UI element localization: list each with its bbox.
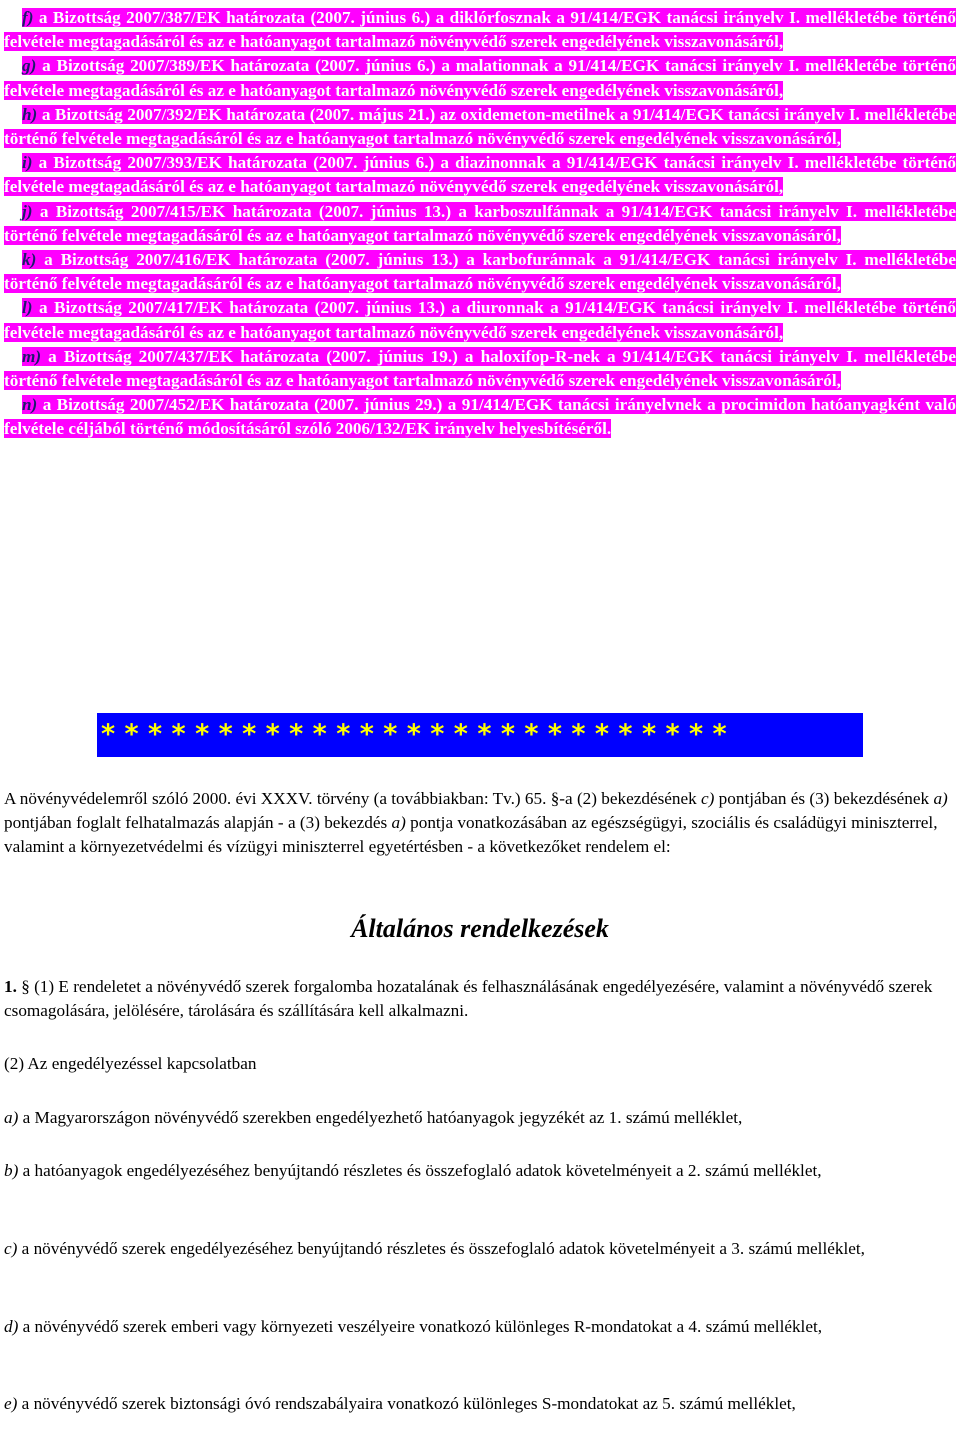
section-heading: Általános rendelkezések: [351, 914, 609, 943]
preamble-text-4: pontja vonatkozásában az egészségügyi, szociális és családügyi miniszterrel, valamint a környezetvédelmi és vízügyi miniszterrel egyetértésben - a következőket rendelem el:: [4, 813, 938, 857]
section-1-paragraph: [4, 975, 956, 1023]
preamble-point-a: a): [933, 789, 948, 808]
item-letter: e): [4, 1394, 18, 1413]
item-text: a hatóanyagok engedélyezéséhez benyújtandó részletes és összefoglaló adatok követelményeit a 2. számú melléklet,: [18, 1161, 822, 1180]
list-item-g: [4, 54, 956, 102]
preamble-text-1: A növényvédelemről szóló 2000. évi XXXV. törvény (a továbbiakban: Tv.) 65. §-a (2) bekezdésének: [4, 789, 702, 808]
star-separator-banner: [97, 713, 863, 757]
item-text: a Bizottság 2007/393/EK határozata (2007. június 6.) a diazinonnak a 91/414/EGK tanácsi irányelv I. mellékletébe történő felvétele megtagadásáról és az e hatóanyagot tartalmazó növényvédő szerek engedélyének visszavonásáról,: [4, 153, 956, 197]
annex-list-item-d: [4, 1315, 956, 1339]
item-letter: g): [22, 56, 37, 76]
item-letter: n): [22, 395, 38, 415]
highlighted-decision-list: [4, 6, 956, 442]
item-letter: b): [4, 1161, 19, 1180]
annex-list-item-e: [4, 1392, 956, 1416]
item-text: a Bizottság 2007/415/EK határozata (2007. június 13.) a karboszulfánnak a 91/414/EGK tanácsi irányelv I. mellékletébe történő felvétele megtagadásáról és az e hatóanyagot tartalmazó növényvédő szerek engedélyének visszavonásáról,: [4, 201, 956, 245]
item-text: a Magyarországon növényvédő szerekben engedélyezhető hatóanyagok jegyzékét az 1. számú melléklet,: [18, 1108, 743, 1127]
item-letter: j): [22, 201, 33, 221]
section-1: [4, 975, 956, 1023]
list-item-k: [4, 248, 956, 296]
annex-list-item-a: [4, 1106, 956, 1130]
list-item-h: [4, 103, 956, 151]
item-letter: k): [22, 250, 37, 270]
item-letter: f): [22, 8, 34, 27]
item-text: a Bizottság 2007/452/EK határozata (2007. június 29.) a 91/414/EGK tanácsi irányelvnek a procimidon hatóanyagként való felvétele céljából történő módosításáról szóló 2006/132/EK irányelv helyesbítéséről.: [4, 395, 956, 439]
item-text: a Bizottság 2007/392/EK határozata (2007. május 21.) az oxidemeton-metilnek a 91/414/EGK tanácsi irányelv I. mellékletébe történő felvétele megtagadásáról és az e hatóanyagot tartalmazó növényvédő szerek engedélyének visszavonásáról,: [4, 104, 956, 149]
preamble: [4, 787, 956, 860]
preamble-text-3: pontjában foglalt felhatalmazás alapján - a (3) bekezdés: [4, 813, 392, 833]
item-text: a Bizottság 2007/437/EK határozata (2007. június 19.) a haloxifop-R-nek a 91/414/EGK tanácsi irányelv I. mellékletébe történő felvétele megtagadásáról és az e hatóanyagot tartalmazó növényvédő szerek engedélyének visszavonásáról,: [4, 346, 956, 391]
section-number: 1.: [4, 977, 17, 996]
item-text: a Bizottság 2007/416/EK határozata (2007. június 13.) a karbofuránnak a 91/414/EGK tanácsi irányelv I. mellékletébe történő felvétele megtagadásáról és az e hatóanyagot tartalmazó növényvédő szerek engedélyének visszavonásáról,: [4, 250, 956, 294]
list-item-m: [4, 345, 956, 393]
item-letter: c): [4, 1239, 18, 1258]
item-letter: i): [22, 153, 33, 173]
item-text: a növényvédő szerek emberi vagy környezeti veszélyeire vonatkozó különleges R-mondatokat a 4. számú melléklet,: [18, 1317, 823, 1336]
list-item-n: [4, 393, 956, 441]
item-text: a Bizottság 2007/417/EK határozata (2007. június 13.) a diuronnak a 91/414/EGK tanácsi irányelv I. mellékletébe történő felvétele megtagadásáról és az e hatóanyagot tartalmazó növényvédő szerek engedélyének visszavonásáról,: [4, 298, 956, 342]
list-item-j: [4, 200, 956, 248]
preamble-point-a-2: a): [391, 813, 406, 833]
list-item-f: [4, 6, 956, 54]
preamble-text-2: pontjában és (3) bekezdésének: [714, 789, 934, 808]
item-text: a növényvédő szerek biztonsági óvó rendszabályaira vonatkozó különleges S-mondatokat az 5. számú melléklet,: [17, 1394, 796, 1413]
section-1-text: § (1) E rendeletet a növényvédő szerek forgalomba hozatalának és felhasználásának engedélyezésére, valamint a növényvédő szerek csomagolására, jelölésére, tárolására és szállítására kell alkalmazni.: [4, 977, 933, 1021]
list-item-i: [4, 151, 956, 199]
preamble-point-c: c): [701, 789, 715, 808]
stars-text: * * * * * * * * * * * * * * * * * * * * * * * * * * *: [101, 719, 727, 750]
item-text: a Bizottság 2007/389/EK határozata (2007. június 6.) a malationnak a 91/414/EGK tanácsi irányelv I. mellékletébe történő felvétele megtagadásáról és az e hatóanyagot tartalmazó növényvédő szerek engedélyének visszavonásáról,: [4, 56, 956, 100]
item-letter: h): [22, 104, 38, 124]
item-letter: d): [4, 1317, 19, 1336]
item-text: a Bizottság 2007/387/EK határozata (2007. június 6.) a diklórfosznak a 91/414/EGK tanácsi irányelv I. mellékletébe történő felvétele megtagadásáról és az e hatóanyagot tartalmazó növényvédő szerek engedélyének visszavonásáról,: [4, 8, 956, 52]
item-text: a növényvédő szerek engedélyezéséhez benyújtandó részletes és összefoglaló adatok követelményeit a 3. számú melléklet,: [17, 1239, 865, 1258]
paragraph-2-intro: [4, 1052, 956, 1076]
list-item-l: [4, 296, 956, 344]
item-letter: a): [4, 1108, 19, 1127]
item-letter: l): [22, 298, 33, 318]
paragraph-2-text: (2) Az engedélyezéssel kapcsolatban: [4, 1054, 257, 1073]
annex-list-item-b: [4, 1159, 956, 1183]
preamble-paragraph: [4, 787, 956, 860]
annex-list-item-c: [4, 1237, 956, 1261]
item-letter: m): [22, 346, 42, 366]
